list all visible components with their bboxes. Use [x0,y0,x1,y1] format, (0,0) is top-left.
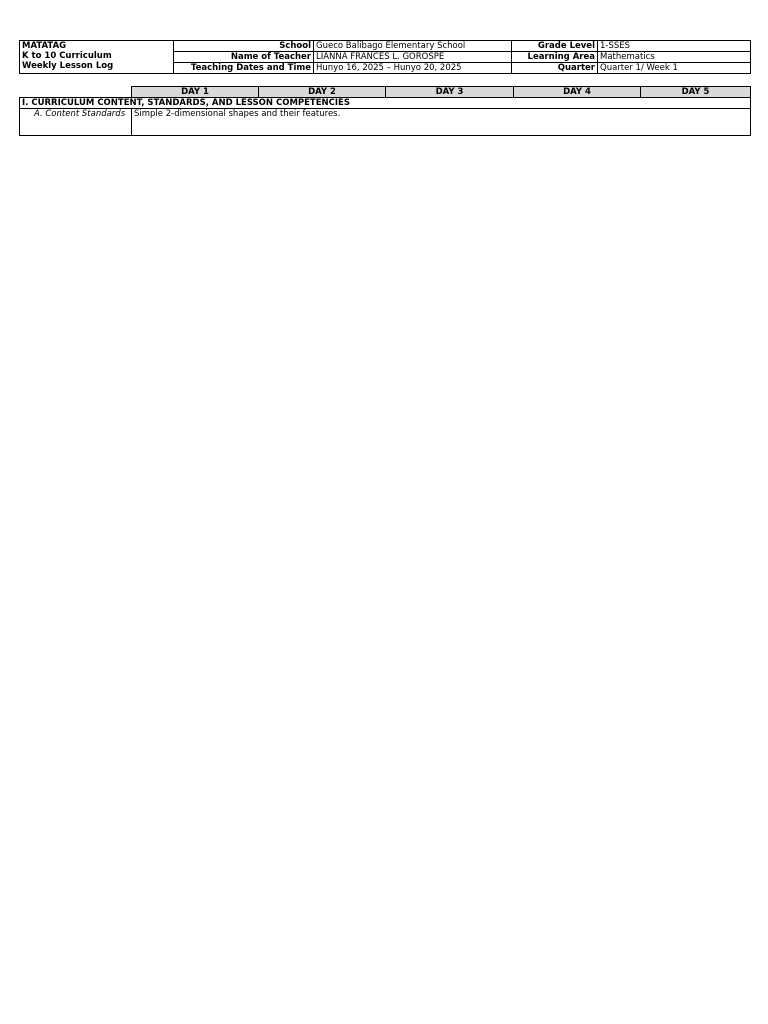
day-2-header: DAY 2 [259,87,386,98]
section-curriculum: I. CURRICULUM CONTENT, STANDARDS, AND LESSON COMPETENCIES [20,98,751,109]
grade-label: Grade Level [512,41,598,52]
header-title-line-1: MATATAG [22,41,67,51]
school-value: Gueco Balibago Elementary School [314,41,512,52]
quarter-value: Quarter 1/ Week 1 [598,63,751,74]
teacher-value: LIANNA FRANCES L. GOROSPE [314,52,512,63]
quarter-label: Quarter [512,63,598,74]
school-label: School [174,41,314,52]
day-5-header: DAY 5 [641,87,751,98]
day-3-header: DAY 3 [386,87,514,98]
teacher-label: Name of Teacher [174,52,314,63]
dates-label: Teaching Dates and Time [174,63,314,74]
day-header-spacer [20,87,132,98]
content-standards-label: A. Content Standards [20,109,132,136]
content-standards-value: Simple 2-dimensional shapes and their features. [132,109,751,136]
header-table [19,40,751,74]
header-title-line-2: K to 10 Curriculum [22,51,112,61]
grade-value: 1-SSES [598,41,751,52]
header-title-cell [20,41,174,74]
day-1-header: DAY 1 [132,87,259,98]
dates-value: Hunyo 16, 2025 – Hunyo 20, 2025 [314,63,512,74]
header-title-line-3: Weekly Lesson Log [22,61,114,71]
lesson-table-page-1 [19,86,751,136]
area-value: Mathematics [598,52,751,63]
day-header-row [20,87,751,98]
day-4-header: DAY 4 [514,87,641,98]
area-label: Learning Area [512,52,598,63]
